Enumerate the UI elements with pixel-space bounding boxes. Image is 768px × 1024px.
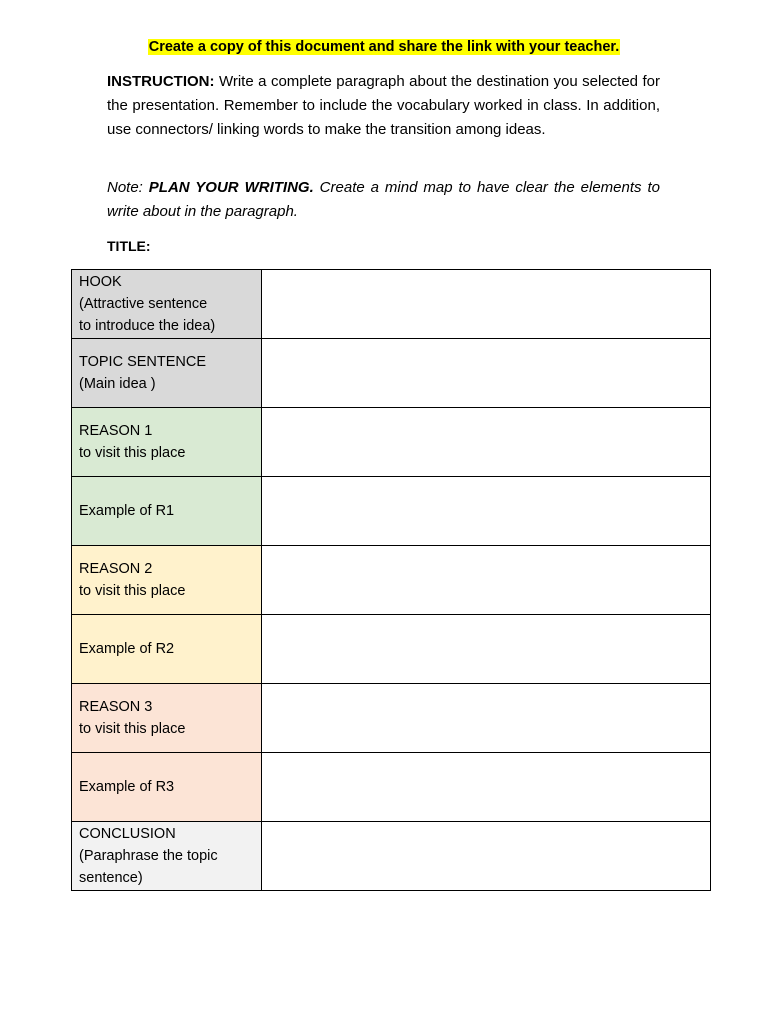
write-area-example-r1[interactable] <box>262 477 711 546</box>
row-label-line: sentence) <box>79 870 143 886</box>
row-label-line: to visit this place <box>79 583 186 599</box>
note-label: Note: <box>107 179 149 196</box>
title-label: TITLE: <box>107 238 151 254</box>
write-area-reason-1[interactable] <box>262 408 711 477</box>
row-label-line: REASON 2 <box>79 561 153 577</box>
table-row-example-r3 <box>72 753 711 822</box>
write-area-hook[interactable] <box>262 270 711 339</box>
write-area-reason-2[interactable] <box>262 546 711 615</box>
instruction-paragraph <box>107 70 660 142</box>
row-label-line: Example of R2 <box>79 641 175 657</box>
row-label-line: to visit this place <box>79 721 186 737</box>
table-row-example-r2 <box>72 615 711 684</box>
row-label-line: to introduce the idea) <box>79 318 216 334</box>
row-label-line: TOPIC SENTENCE <box>79 354 207 370</box>
table-row-conclusion <box>72 822 711 891</box>
instruction-text: Write a complete paragraph about the destination you selected for the presentation. Remember to include the vocabulary worked in class. In addition, use connectors/ linking words to make the transition among ideas. <box>107 73 660 138</box>
row-label-line: to visit this place <box>79 445 186 461</box>
note-paragraph <box>107 176 660 224</box>
row-label-reason-2 <box>72 546 262 615</box>
row-label-hook <box>72 270 262 339</box>
paragraph-organizer-table <box>71 269 711 891</box>
row-label-line: (Paraphrase the topic <box>79 848 218 864</box>
write-area-reason-3[interactable] <box>262 684 711 753</box>
table-row-example-r1 <box>72 477 711 546</box>
table-row-hook <box>72 270 711 339</box>
row-label-conclusion <box>72 822 262 891</box>
row-label-line: (Main idea ) <box>79 376 156 392</box>
write-area-topic-sentence[interactable] <box>262 339 711 408</box>
row-label-line: REASON 3 <box>79 699 153 715</box>
note-emphasis: PLAN YOUR WRITING. <box>148 179 314 196</box>
row-label-line: Example of R1 <box>79 503 175 519</box>
share-instruction-banner: Create a copy of this document and share the link with your teacher. <box>148 39 620 55</box>
row-label-example-r1 <box>72 477 262 546</box>
row-label-line: CONCLUSION <box>79 826 176 842</box>
instruction-label: INSTRUCTION: <box>107 73 215 90</box>
write-area-example-r3[interactable] <box>262 753 711 822</box>
table-row-reason-1 <box>72 408 711 477</box>
row-label-topic-sentence <box>72 339 262 408</box>
table-row-reason-2 <box>72 546 711 615</box>
table-row-topic-sentence <box>72 339 711 408</box>
note-text: Create a mind map to have clear the elements to write about in the paragraph. <box>107 179 660 220</box>
write-area-conclusion[interactable] <box>262 822 711 891</box>
row-label-line: REASON 1 <box>79 423 153 439</box>
row-label-reason-3 <box>72 684 262 753</box>
banner-wrapper <box>0 37 768 57</box>
row-label-reason-1 <box>72 408 262 477</box>
row-label-line: HOOK <box>79 274 122 290</box>
table-row-reason-3 <box>72 684 711 753</box>
row-label-line: (Attractive sentence <box>79 296 208 312</box>
row-label-example-r3 <box>72 753 262 822</box>
write-area-example-r2[interactable] <box>262 615 711 684</box>
row-label-example-r2 <box>72 615 262 684</box>
row-label-line: Example of R3 <box>79 779 175 795</box>
